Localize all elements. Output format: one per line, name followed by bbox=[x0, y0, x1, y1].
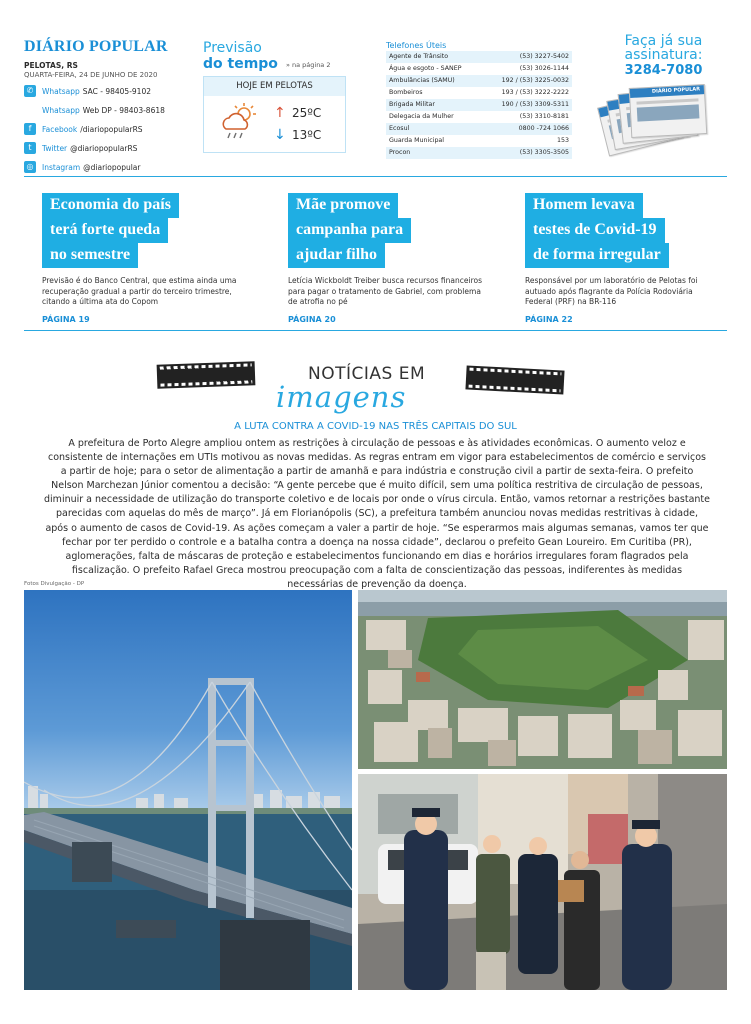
phone-row: Água e esgoto - SANEP (53) 3026-1144 bbox=[389, 65, 569, 72]
facebook-icon: f bbox=[24, 123, 36, 135]
weather-location: HOJE EM PELOTAS bbox=[204, 77, 345, 96]
teaser-headline: Economia do país terá forte queda no semestre bbox=[42, 193, 242, 268]
teaser-page-link[interactable]: PÁGINA 22 bbox=[525, 314, 573, 324]
phone-row: Ambulâncias (SAMU) 192 / (53) 3225-0032 bbox=[386, 75, 572, 87]
street-inspection-photo bbox=[358, 774, 727, 990]
film-strip-left bbox=[157, 361, 256, 388]
contact-twitter[interactable]: t Twitter @diariopopularRS bbox=[24, 141, 194, 155]
edition-date: QUARTA-FEIRA, 24 DE JUNHO DE 2020 bbox=[24, 71, 158, 79]
city-aerial-photo bbox=[358, 590, 727, 769]
whatsapp-icon: ✆ bbox=[24, 85, 36, 97]
masthead bbox=[24, 38, 194, 174]
teaser-covid-tests[interactable] bbox=[525, 193, 725, 324]
teaser-summary: Letícia Wickboldt Treiber busca recursos financeiros para pagar o tratamento de Gabriel, com problema de atrofia no pé bbox=[288, 276, 483, 306]
newspaper-title: DIÁRIO POPULAR bbox=[24, 38, 168, 55]
section-title-script: imagens bbox=[276, 380, 407, 414]
teaser-campaign[interactable] bbox=[288, 193, 488, 324]
article-body: A prefeitura de Porto Alegre ampliou ontem as restrições à circulação de pessoas e às atividades econômicas. O aumento veloz e consistente de internações em UTIs motivou as novas medidas. As regras entram em vigor para estabelecimentos de comércio e serviços a partir de hoje; para o setor de alimentação a partir de amanhã e para indústria e construção civil a partir de sexta-feira. O prefeito Nelson Marchezan Júnior comentou a decisão: “A gente percebe que é muito difícil, sem uma política restritiva de circulação de pessoas, diminuir a necessidade de utilização do transporte coletivo e de locais por onde o vírus circula. Então, vamos retornar a restrições bastante parecidas com aquelas do mês de março”. Já em Florianópolis (SC), a prefeitura também anunciou novas medidas restritivas à cidade, após o aumento de casos de Covid-19. As ações começam a valer a partir de hoje. “Se esperarmos mais algumas semanas, vamos ter que fechar por ter perdido o controle e a batalha contra a doença na nossa cidade”, declarou o prefeito Gean Loureiro. Em Curitiba (PR), aglomerações, falta de máscaras de proteção e estabelecimentos funcionando em dias e horários irregulares foram flagrados pela fiscalização. O prefeito Rafael Greca mostrou preocupação com a falta de conscientização das pessoas, indiferentes às medidas necessárias de prevenção da doença. bbox=[44, 438, 710, 590]
max-temperature: ↑ 25ºC bbox=[274, 105, 322, 121]
teaser-page-link[interactable]: PÁGINA 19 bbox=[42, 314, 90, 324]
weather-subtitle: do tempo bbox=[203, 56, 278, 72]
section-title: NOTÍCIAS EM bbox=[308, 364, 426, 384]
subscription-line1: Faça já sua bbox=[624, 33, 703, 49]
contact-whatsapp-sac[interactable]: ✆ Whatsapp SAC - 98405-9102 bbox=[24, 84, 194, 98]
phone-row: Bombeiros 193 / (53) 3222-2222 bbox=[389, 89, 569, 96]
newspaper-stack-image bbox=[596, 86, 731, 166]
useful-phones bbox=[386, 41, 572, 159]
arrow-down-icon: ↓ bbox=[274, 127, 286, 143]
instagram-icon: ◎ bbox=[24, 161, 36, 173]
weather-box bbox=[203, 40, 353, 153]
twitter-icon: t bbox=[24, 142, 36, 154]
phone-row: Procon (53) 3305-3505 bbox=[386, 147, 572, 159]
subscription-promo[interactable] bbox=[596, 34, 731, 166]
contact-facebook[interactable]: f Facebook /diariopopularRS bbox=[24, 122, 194, 136]
edition-city: PELOTAS, RS bbox=[24, 61, 78, 70]
phone-row: Guarda Municipal 153 bbox=[389, 137, 569, 144]
contact-whatsapp-web[interactable]: Whatsapp Web DP - 98403-8618 bbox=[42, 105, 165, 115]
phone-row: Brigada Militar 190 / (53) 3309-5311 bbox=[386, 99, 572, 111]
divider bbox=[24, 176, 727, 177]
photo-credit: Fotos Divulgação - DP bbox=[24, 581, 85, 587]
weather-page-ref: » na página 2 bbox=[285, 61, 331, 69]
paper-logo: DIÁRIO POPULAR bbox=[651, 86, 701, 95]
divider bbox=[24, 330, 727, 331]
phone-row: Delegacia da Mulher (53) 3310-8181 bbox=[389, 113, 569, 120]
section-subtitle: A LUTA CONTRA A COVID-19 NAS TRÊS CAPITAIS DO SUL bbox=[234, 421, 517, 432]
contact-instagram[interactable]: ◎ Instagram @diariopopular bbox=[24, 160, 194, 174]
teaser-headline: Homem levava testes de Covid-19 de forma irregular bbox=[525, 193, 725, 268]
phones-title: Telefones Úteis bbox=[386, 41, 447, 50]
teaser-summary: Responsável por um laboratório de Pelotas foi autuado após flagrante da Polícia Rodoviária Federal (PRF) na BR-116 bbox=[525, 276, 698, 306]
film-strip-right bbox=[465, 365, 564, 394]
teaser-page-link[interactable]: PÁGINA 20 bbox=[288, 314, 336, 324]
teaser-economy[interactable] bbox=[42, 193, 242, 324]
teaser-headline: Mãe promove campanha para ajudar filho bbox=[288, 193, 488, 268]
bridge-photo bbox=[24, 590, 352, 990]
subscription-phone: 3284-7080 bbox=[624, 63, 703, 78]
subscription-line2: assinatura: bbox=[624, 47, 703, 63]
weather-title: Previsão bbox=[203, 40, 262, 56]
phone-row: Ecosul 0800 -724 1066 bbox=[386, 123, 572, 135]
phone-row: Agente de Trânsito (53) 3227-5402 bbox=[386, 51, 572, 63]
min-temperature: ↓ 13ºC bbox=[274, 127, 322, 143]
arrow-up-icon: ↑ bbox=[274, 105, 286, 121]
teaser-summary: Previsão é do Banco Central, que estima ainda uma recuperação gradual a partir do terceiro trimestre, citando a última ata do Copom bbox=[42, 276, 237, 306]
partly-cloudy-rain-icon bbox=[218, 102, 260, 146]
